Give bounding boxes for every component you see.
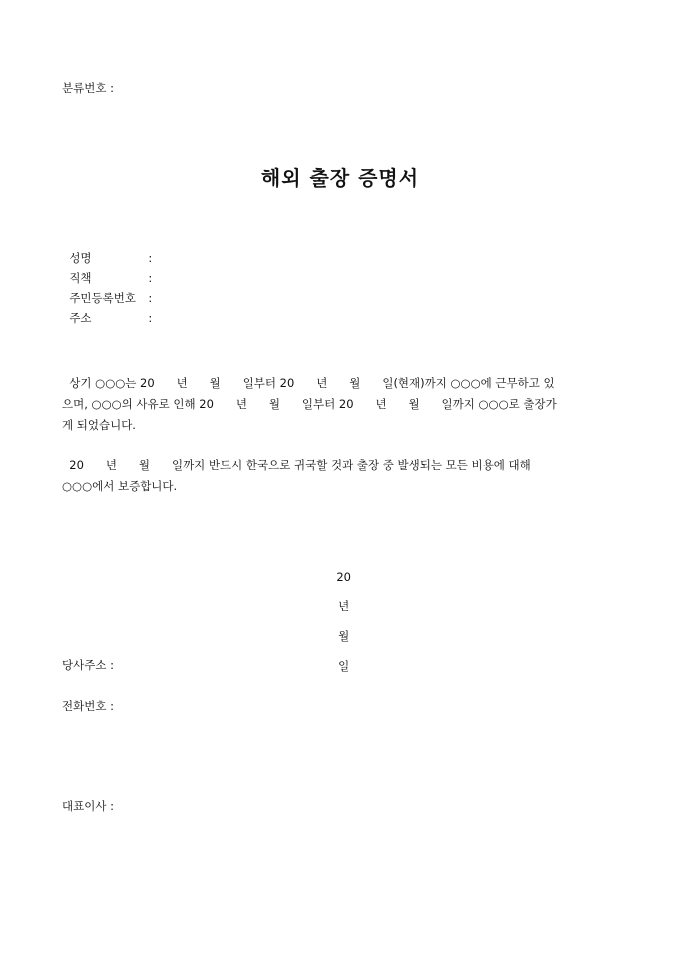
statement-paragraph-2	[62, 455, 622, 497]
phone-number-label: 전화번호 :	[62, 699, 114, 713]
paragraph-1-line: 상기 ○○○는 20 년 월 일부터 20 년 월 일(현재)까지 ○○○에 근무하고 있	[62, 376, 555, 390]
field-resident-number: 주민등록번호 :	[69, 291, 153, 305]
date-year: 20	[336, 570, 351, 584]
paragraph-2-line: 20 년 월 일까지 반드시 한국으로 귀국할 것과 출장 중 발생되는 모든 비용에 대해	[62, 458, 531, 472]
document-title: 해외 출장 증명서	[260, 166, 420, 190]
paragraph-1-line: 게 되었습니다.	[62, 418, 136, 432]
field-resident-number-label: 주민등록번호	[69, 291, 136, 305]
classification-number-label: 분류번호 :	[62, 81, 114, 95]
field-name: 성명 :	[69, 251, 153, 265]
company-address-label: 당사주소 :	[62, 658, 114, 672]
field-address: 주소 :	[69, 311, 153, 325]
date-year-unit: 년	[338, 599, 350, 613]
statement-paragraph-1	[62, 373, 622, 436]
date-day-unit: 일	[338, 659, 350, 673]
field-address-label: 주소	[69, 311, 92, 325]
field-position: 직책 :	[69, 271, 153, 285]
paragraph-1-line: 으며, ○○○의 사유로 인해 20 년 월 일부터 20 년 월 일까지 ○○○로 출장가	[62, 397, 557, 411]
paragraph-2-line: ○○○에서 보증합니다.	[62, 479, 178, 493]
date-month-unit: 월	[338, 629, 350, 643]
representative-label: 대표이사 :	[62, 799, 114, 813]
field-position-label: 직책	[69, 271, 92, 285]
field-name-label: 성명	[69, 251, 92, 265]
